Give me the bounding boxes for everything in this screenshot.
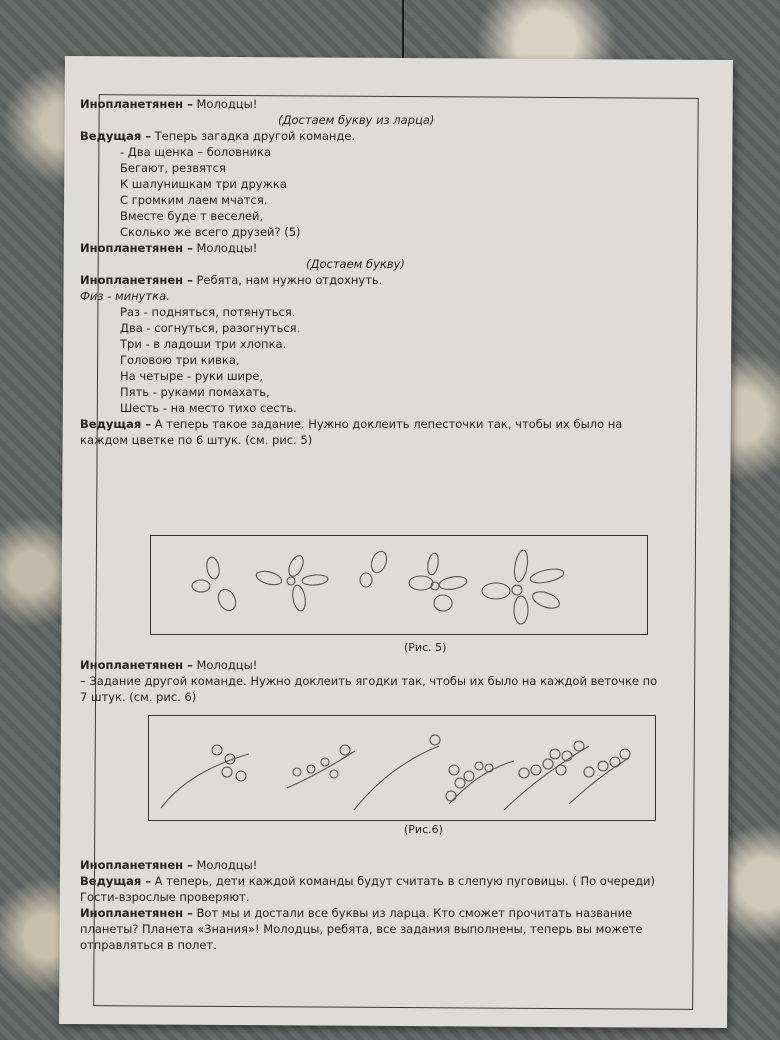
figure-5-flowers — [150, 535, 648, 635]
flower-1 — [192, 556, 239, 613]
speech-text: А теперь такое задание. Нужно доклеить лепесточки так, чтобы их было на — [150, 417, 623, 431]
speaker-name: Инопланетянен – — [80, 658, 193, 672]
text-line: Головою три кивка, — [120, 353, 240, 367]
branches-drawing — [149, 716, 655, 820]
text-line: Физ - минутка. — [80, 289, 170, 303]
figure-5-caption: (Рис. 5) — [404, 641, 447, 654]
speech-text: Молодцы! — [192, 658, 258, 672]
text-line: Пять - руками помахать, — [120, 385, 270, 399]
speech-text: Ребята, нам нужно отдохнуть. — [192, 273, 383, 287]
speaker-name: Инопланетянен – — [80, 97, 193, 111]
flowers-drawing — [151, 536, 647, 634]
script-text-2 — [80, 657, 658, 705]
text-line: каждом цветке по 6 штук. (см. рис. 5) — [80, 433, 313, 447]
branch-1 — [161, 745, 249, 808]
dialogue-block-3 — [80, 857, 656, 953]
text-line: планеты? Планета «Знания»! Молодцы, ребята, все задания выполнены, теперь вы можете — [80, 922, 643, 936]
branch-3 — [354, 735, 440, 810]
flower-5 — [482, 549, 565, 624]
branch-4 — [446, 761, 514, 804]
flower-3 — [360, 549, 389, 587]
text-line: К шалунишкам три дружка — [120, 177, 287, 191]
text-line: С громким лаем мчатся. — [120, 193, 268, 207]
flower-2 — [255, 553, 328, 611]
text-line: (Достаем букву) — [306, 257, 405, 271]
branch-6 — [569, 749, 630, 804]
text-line: отправляться в полет. — [80, 938, 217, 952]
script-text-3 — [80, 857, 656, 953]
figure-6-caption: (Рис.6) — [404, 823, 443, 836]
branch-2 — [287, 745, 355, 788]
text-line: Сколько же всего друзей? (5) — [120, 225, 301, 239]
speech-text: Молодцы! — [192, 858, 258, 872]
script-text — [80, 96, 640, 448]
text-line: Два - согнуться, разогнуться. — [120, 321, 301, 335]
speech-text: А теперь, дети каждой команды будут считать в слепую пуговицы. ( По очереди) — [150, 874, 656, 888]
text-line — [80, 240, 640, 256]
speaker-name: Инопланетянен – — [80, 906, 193, 920]
text-line: На четыре - руки шире, — [120, 369, 264, 383]
text-line — [80, 416, 640, 432]
text-line: Раз - подняться, потянуться. — [120, 305, 296, 319]
speech-text: Вот мы и достали все буквы из ларца. Кто сможет прочитать название — [192, 906, 633, 920]
flower-4 — [409, 552, 468, 611]
branch-5 — [504, 741, 589, 810]
speaker-name: Инопланетянен – — [80, 273, 193, 287]
speech-text: Теперь загадка другой команде. — [150, 129, 356, 143]
text-line: Шесть - на место тихо сесть. — [120, 401, 297, 415]
text-line — [80, 272, 640, 288]
text-line: - Два щенка – боловника — [120, 145, 272, 159]
text-line — [80, 128, 640, 144]
text-line: Гости-взрослые проверяют. — [80, 890, 250, 904]
speaker-name: Инопланетянен – — [80, 858, 193, 872]
speaker-name: Ведущая – — [80, 129, 151, 143]
text-line: – Задание другой команде. Нужно доклеить ягодки так, чтобы их было на каждой веточке по — [80, 674, 658, 688]
text-line: (Достаем букву из ларца) — [278, 113, 435, 127]
dialogue-block-2 — [80, 657, 658, 705]
dialogue-block-1 — [80, 96, 640, 448]
text-line — [80, 857, 640, 873]
text-line — [80, 96, 640, 112]
speech-text: Молодцы! — [192, 97, 258, 111]
text-line — [80, 905, 640, 921]
text-line: Три - в ладоши три хлопка. — [120, 337, 287, 351]
text-line — [80, 657, 640, 673]
text-line: 7 штук. (см. рис. 6) — [80, 690, 197, 704]
text-line: Бегают, резвятся — [120, 161, 226, 175]
speaker-name: Ведущая – — [80, 417, 151, 431]
speech-text: Молодцы! — [192, 241, 258, 255]
speaker-name: Ведущая – — [80, 874, 151, 888]
text-line: Вместе буде т веселей, — [120, 209, 264, 223]
speaker-name: Инопланетянен – — [80, 241, 193, 255]
figure-6-branches — [148, 715, 656, 821]
text-line — [80, 873, 656, 889]
